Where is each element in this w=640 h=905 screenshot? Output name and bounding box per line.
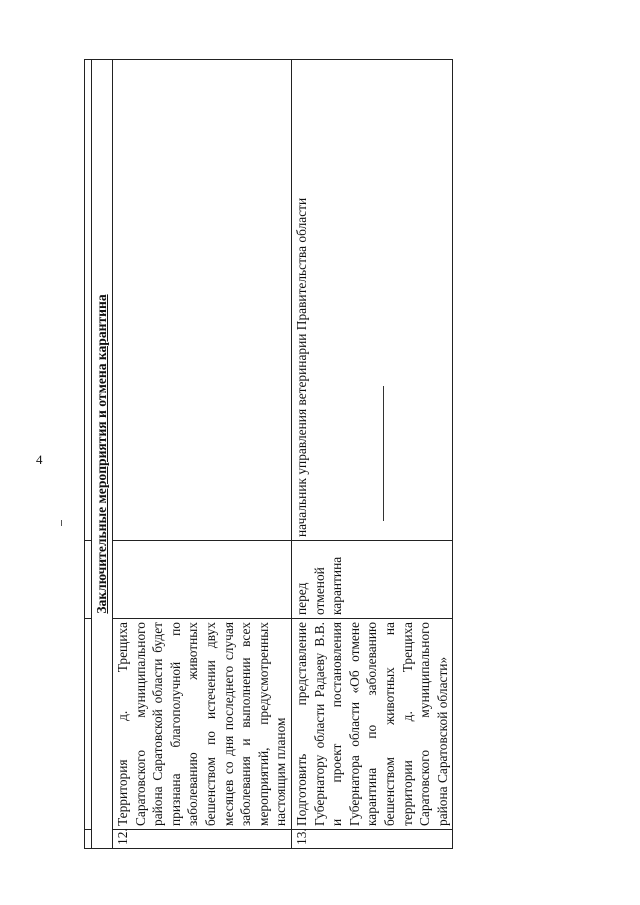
row-responsible: начальник управления ветеринарии Правительства области xyxy=(291,60,452,541)
row-action: Подготовить представление Губернатору области Радаеву В.В. и проект постановления Губернатора области «Об отмене карантина по заболеванию бешенством животных на территории д. Трещиха Саратовского муниципального района Саратовской области» xyxy=(291,619,452,830)
row-number: 12. xyxy=(113,830,292,849)
row-deadline xyxy=(113,541,292,619)
rotated-table-sheet xyxy=(84,59,450,849)
table-row xyxy=(113,60,292,849)
row-deadline: перед отменой карантина xyxy=(291,541,452,619)
table-top-strip xyxy=(85,60,92,849)
table-row xyxy=(291,60,452,849)
scan-mark xyxy=(61,520,62,526)
plan-table xyxy=(84,59,453,849)
row-number: 13. xyxy=(291,830,452,849)
row-action: Территория д. Трещиха Саратовского муниципального района Саратовской области будет признана благополучной по заболеванию животных бешенством по истечении двух месяцев со дня последнего случая заболевания и выполнении всех мероприятий, предусмотренных настоящим планом xyxy=(113,619,292,830)
page-number: 4 xyxy=(36,452,43,467)
section-header-row xyxy=(92,60,113,849)
section-title: Заключительные мероприятия и отмена карантина xyxy=(94,294,109,614)
row-responsible xyxy=(113,60,292,541)
